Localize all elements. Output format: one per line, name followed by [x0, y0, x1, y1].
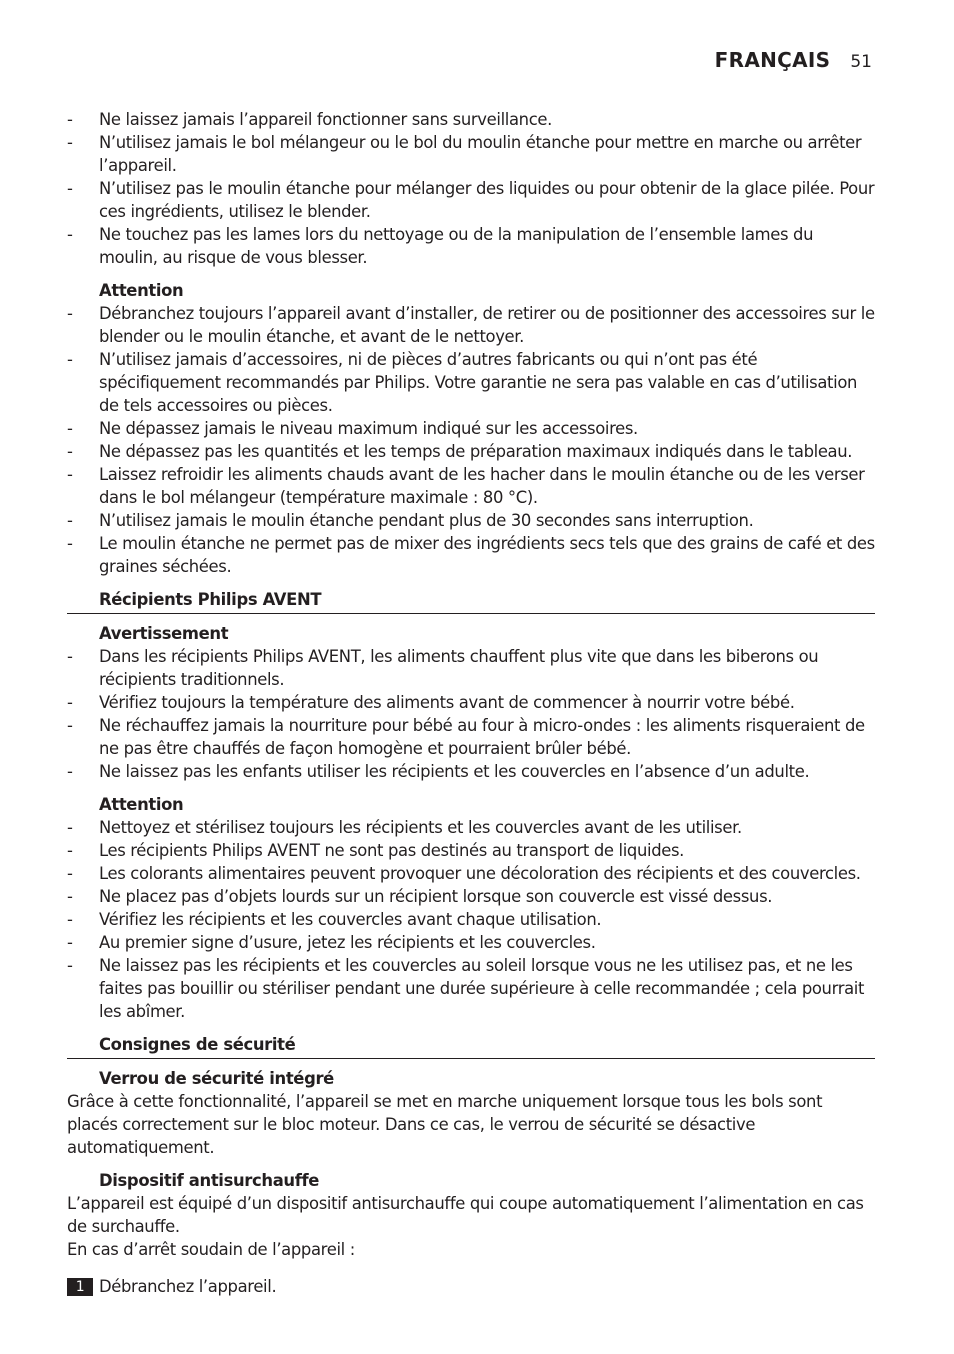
warning-list	[67, 645, 875, 783]
step-item	[67, 1275, 875, 1298]
list-item: - Les récipients Philips AVENT ne sont pas destinés au transport de liquides.	[67, 839, 875, 862]
list-item: - Au premier signe d’usure, jetez les récipients et les couvercles.	[67, 931, 875, 954]
page-header	[715, 48, 872, 72]
list-item: - Laissez refroidir les aliments chauds avant de les hacher dans le moulin étanche ou de les verser dans le bol mélangeur (température maximale : 80 °C).	[67, 463, 875, 509]
list-item: - Ne laissez pas les récipients et les couvercles au soleil lorsque vous ne les utilisez pas, et ne les faites pas bouillir ou stériliser pendant une durée supérieure à celle recommandée ; cela pourrait les abîmer.	[67, 954, 875, 1023]
section-title-safety: Consignes de sécurité	[67, 1033, 875, 1059]
list-item: - N’utilisez jamais le moulin étanche pendant plus de 30 secondes sans interruption.	[67, 509, 875, 532]
list-item: - N’utilisez jamais d’accessoires, ni de pièces d’autres fabricants ou qui n’ont pas été spécifiquement recommandés par Philips. Votre garantie ne sera pas valable en cas d’utilisation de tels accessoires ou pièces.	[67, 348, 875, 417]
list-item: - Ne dépassez jamais le niveau maximum indiqué sur les accessoires.	[67, 417, 875, 440]
safety-lock-text: Grâce à cette fonctionnalité, l’appareil se met en marche uniquement lorsque tous les bols sont placés correctement sur le bloc moteur. Dans ce cas, le verrou de sécurité se désactive automatiquement.	[67, 1092, 823, 1157]
list-item: - Débranchez toujours l’appareil avant d’installer, de retirer ou de positionner des accessoires sur le blender ou le moulin étanche, et avant de le nettoyer.	[67, 302, 875, 348]
language-label: FRANÇAIS	[714, 48, 831, 72]
section-title-avent: Récipients Philips AVENT	[67, 588, 875, 614]
list-item: - Le moulin étanche ne permet pas de mixer des ingrédients secs tels que des grains de café et des graines séchées.	[67, 532, 875, 578]
safety-lock-heading: Verrou de sécurité intégré	[99, 1069, 334, 1088]
list-item: - Ne laissez jamais l’appareil fonctionner sans surveillance.	[67, 108, 875, 131]
overheat-heading: Dispositif antisurchauffe	[99, 1171, 320, 1190]
attention-heading: Attention	[99, 281, 184, 300]
list-item: - Vérifiez les récipients et les couvercles avant chaque utilisation.	[67, 908, 875, 931]
attention-list-avent	[67, 816, 875, 1023]
list-item: - N’utilisez pas le moulin étanche pour mélanger des liquides ou pour obtenir de la glace pilée. Pour ces ingrédients, utilisez le blender.	[67, 177, 875, 223]
list-item: - Ne dépassez pas les quantités et les temps de préparation maximaux indiqués dans le tableau.	[67, 440, 875, 463]
page-content	[67, 108, 875, 1298]
attention-heading-avent: Attention	[99, 795, 184, 814]
list-item: - Vérifiez toujours la température des aliments avant de commencer à nourrir votre bébé.	[67, 691, 875, 714]
list-item: - Dans les récipients Philips AVENT, les aliments chauffent plus vite que dans les biberons ou récipients traditionnels.	[67, 645, 875, 691]
warning-heading: Avertissement	[99, 624, 229, 643]
list-item: - Ne réchauffez jamais la nourriture pour bébé au four à micro-ondes : les aliments risqueraient de ne pas être chauffés de façon homogène et pourraient brûler bébé.	[67, 714, 875, 760]
attention-list	[67, 302, 875, 578]
list-item: - Nettoyez et stérilisez toujours les récipients et les couvercles avant de les utiliser.	[67, 816, 875, 839]
step-text: Débranchez l’appareil.	[99, 1277, 277, 1296]
overheat-text-2: En cas d’arrêt soudain de l’appareil :	[67, 1240, 355, 1259]
step-number-badge: 1	[67, 1278, 93, 1296]
intro-bullet-list	[67, 108, 875, 269]
page-number: 51	[850, 52, 872, 72]
list-item: - Les colorants alimentaires peuvent provoquer une décoloration des récipients et des couvercles.	[67, 862, 875, 885]
list-item: - Ne touchez pas les lames lors du nettoyage ou de la manipulation de l’ensemble lames du moulin, au risque de vous blesser.	[67, 223, 875, 269]
list-item: - N’utilisez jamais le bol mélangeur ou le bol du moulin étanche pour mettre en marche ou arrêter l’appareil.	[67, 131, 875, 177]
list-item: - Ne laissez pas les enfants utiliser les récipients et les couvercles en l’absence d’un adulte.	[67, 760, 875, 783]
overheat-text: L’appareil est équipé d’un dispositif antisurchauffe qui coupe automatiquement l’alimentation en cas de surchauffe.	[67, 1194, 864, 1236]
list-item: - Ne placez pas d’objets lourds sur un récipient lorsque son couvercle est vissé dessus.	[67, 885, 875, 908]
